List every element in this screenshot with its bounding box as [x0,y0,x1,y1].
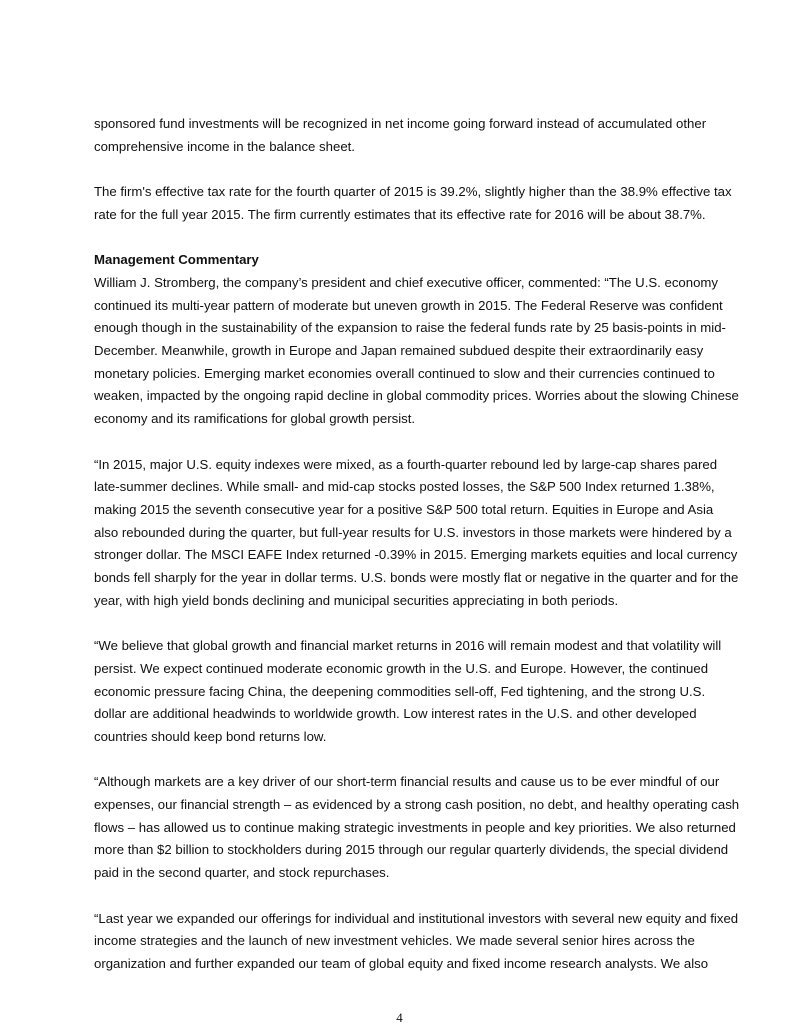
text-line: monetary policies. Emerging market economies overall continued to slow and their currencies continued to [94,365,715,381]
text-line: weaken, impacted by the ongoing rapid decline in global commodity prices. Worries about the slowing Chinese [94,388,739,404]
text-line: “Although markets are a key driver of our short-term financial results and cause us to be ever mindful of our [94,774,720,790]
text-line: dollar are additional headwinds to worldwide growth. Low interest rates in the U.S. and other developed [94,706,697,722]
paragraph-fund-investments [94,113,739,158]
paragraph-financial-strength [94,771,739,885]
text-line: year, with high yield bonds declining and municipal securities appreciating in both periods. [94,592,619,608]
document-body [94,113,739,998]
text-line: late-summer declines. While small- and mid-cap stocks posted losses, the S&P 500 Index returned 1.38%, [94,479,715,495]
text-line: income strategies and the launch of new investment vehicles. We made several senior hires across the [94,933,695,949]
text-line: flows – has allowed us to continue making strategic investments in people and key priorities. We also returned [94,819,736,835]
text-line: more than $2 billion to stockholders during 2015 through our regular quarterly dividends, the special dividend [94,842,729,858]
text-line: “We believe that global growth and financial market returns in 2016 will remain modest and that volatility will [94,638,722,654]
text-line: December. Meanwhile, growth in Europe and Japan remained subdued despite their extraordinarily easy [94,343,704,358]
text-line: expenses, our financial strength – as evidenced by a strong cash position, no debt, and healthy operating cash [94,797,740,813]
text-line: sponsored fund investments will be recognized in net income going forward instead of accumulated other [94,116,707,131]
text-line: organization and further expanded our team of global equity and fixed income research analysts. We also [94,955,709,971]
text-line: rate for the full year 2015. The firm currently estimates that its effective rate for 2016 will be about 38.7%. [94,206,706,222]
text-line: bonds fell sharply for the year in dollar terms. U.S. bonds were mostly flat or negative in the quarter and for the [94,570,739,586]
text-line: persist. We expect continued moderate economic growth in the U.S. and Europe. However, the continued [94,660,709,676]
text-line: “Last year we expanded our offerings for individual and institutional investors with several new equity and fixed [94,910,739,926]
text-line: countries should keep bond returns low. [94,728,327,744]
text-line: enough though in the sustainability of the expansion to raise the federal funds rate by 25 basis-points in mid- [94,320,726,336]
paragraph-tax-rate [94,181,739,226]
text-line: The firm's effective tax rate for the fourth quarter of 2015 is 39.2%, slightly higher than the 38.9% effective tax [94,184,732,200]
paragraph-outlook-2016 [94,635,739,749]
text-line: economic pressure facing China, the deepening commodities sell-off, Fed tightening, and the strong U.S. [94,683,706,699]
paragraph-equity-indexes [94,454,739,613]
text-line: stronger dollar. The MSCI EAFE Index returned -0.39% in 2015. Emerging markets equities and local currency [94,547,738,563]
page-number: 4 [396,1010,403,1025]
text-line: comprehensive income in the balance sheet. [94,138,355,154]
text-line: continued its multi-year pattern of moderate but uneven growth in 2015. The Federal Reserve was confident [94,297,723,313]
paragraph-management-commentary [94,249,739,431]
text-line: paid in the second quarter, and stock repurchases. [94,865,390,881]
text-line: “In 2015, major U.S. equity indexes were mixed, as a fourth-quarter rebound led by large-cap shares pared [94,456,718,472]
section-heading: Management Commentary [94,252,259,268]
text-line: economy and its ramifications for global growth persist. [94,411,416,427]
text-line: making 2015 the seventh consecutive year for a positive S&P 500 total return. Equities in Europe and Asia [94,501,714,517]
paragraph-expanded-offerings [94,908,739,976]
text-line: also rebounded during the quarter, but full-year results for U.S. investors in those markets were hindered by a [94,524,732,540]
text-line: William J. Stromberg, the company’s president and chief executive officer, commented: “The U.S. economy [94,274,718,290]
